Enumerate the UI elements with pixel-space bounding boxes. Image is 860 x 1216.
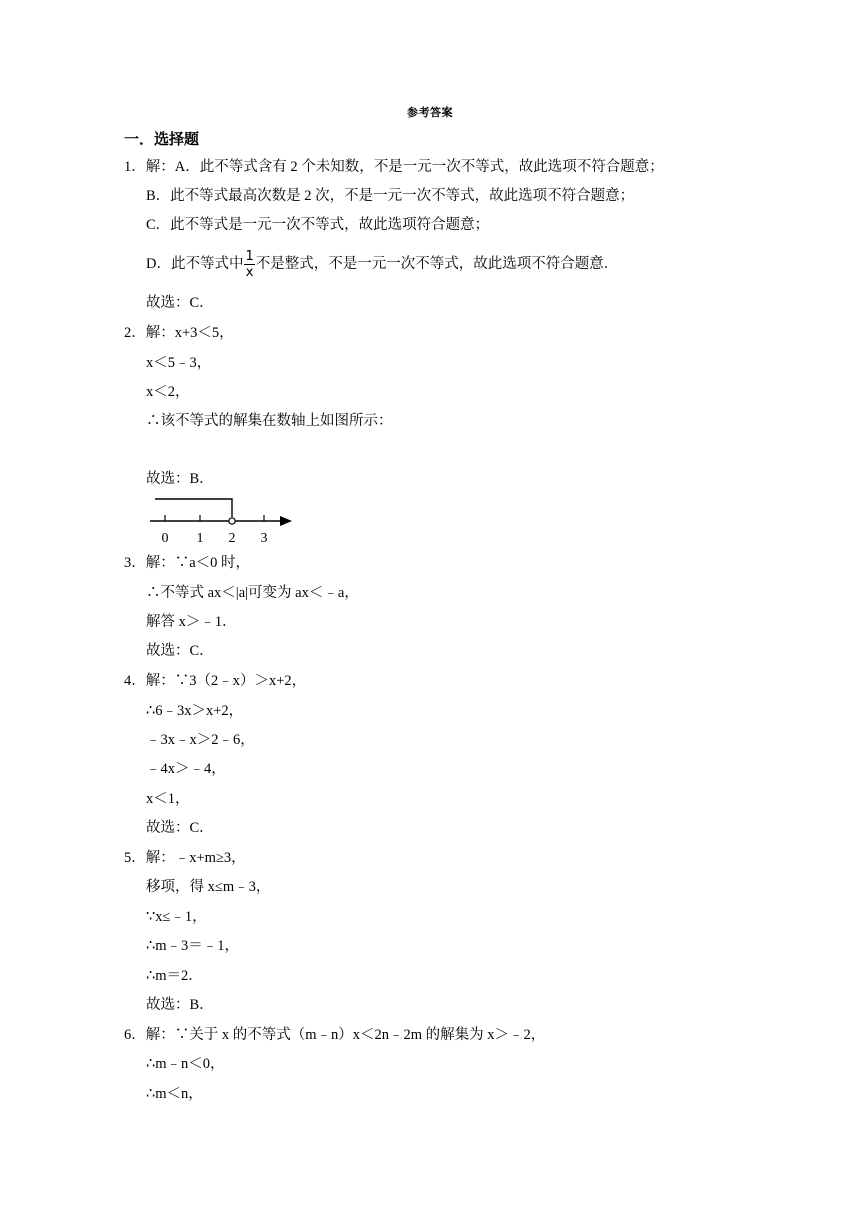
fraction-denominator: x — [245, 265, 254, 280]
q3-line-2: ∴不等式 ax＜|a|可变为 ax＜﹣a， — [146, 585, 359, 601]
q4-line-4: ﹣4x＞﹣4， — [146, 761, 226, 777]
open-circle-at-2 — [229, 518, 235, 524]
fraction-1-over-x — [244, 250, 254, 279]
q2-answer: 故选：B． — [146, 471, 214, 487]
q4-line-2: ∴6﹣3x＞x+2， — [146, 703, 244, 719]
q1-line-4-pre: D．此不等式中 — [146, 255, 244, 272]
q5-line-1: 5．解：﹣x+m≥3， — [124, 850, 246, 866]
q5-line-2: 移项，得 x≤m﹣3， — [146, 879, 271, 895]
q2-line-4: ∴该不等式的解集在数轴上如图所示： — [146, 413, 393, 429]
q4-line-1: 4．解：∵3（2﹣x）＞x+2， — [124, 673, 307, 689]
q3-line-1: 3．解：∵a＜0 时， — [124, 555, 251, 571]
q1-answer: 故选：C． — [146, 295, 214, 311]
q5-answer: 故选：B． — [146, 997, 214, 1013]
q6-line-2: ∴m﹣n＜0， — [146, 1056, 225, 1072]
q4-line-5: x＜1， — [146, 791, 190, 807]
q4-answer: 故选：C． — [146, 820, 214, 836]
q4-line-3: ﹣3x﹣x＞2﹣6， — [146, 732, 255, 748]
solution-set-bracket — [155, 499, 232, 517]
tick-label-3: 3 — [260, 531, 268, 546]
q5-line-4: ∴m﹣3＝﹣1， — [146, 938, 240, 954]
number-line-diagram — [146, 492, 296, 548]
fraction-numerator: 1 — [245, 249, 254, 264]
q2-line-2: x＜5﹣3， — [146, 355, 212, 371]
tick-label-1: 1 — [196, 531, 204, 546]
q2-line-3: x＜2， — [146, 384, 190, 400]
q1-line-3: C．此不等式是一元一次不等式，故此选项符合题意； — [146, 217, 490, 233]
q1-line-2: B．此不等式最高次数是 2 次，不是一元一次不等式，故此选项不符合题意； — [146, 188, 635, 204]
q5-line-3: ∵x≤﹣1， — [146, 909, 207, 925]
q3-line-3: 解答 x＞﹣1． — [146, 614, 237, 630]
q2-line-1: 2．解：x+3＜5， — [124, 325, 234, 341]
number-line-arrow — [280, 516, 292, 526]
q5-line-5: ∴m＝2． — [146, 968, 203, 984]
page-title: 参考答案 — [407, 107, 453, 119]
q1-line-4 — [146, 250, 618, 279]
section-title: 一．选择题 — [124, 132, 200, 148]
q1-line-1: 1．解：A．此不等式含有 2 个未知数，不是一元一次不等式，故此选项不符合题意； — [124, 159, 664, 175]
q6-line-3: ∴m＜n， — [146, 1086, 203, 1102]
tick-label-0: 0 — [161, 531, 169, 546]
q6-line-1: 6．解：∵关于 x 的不等式（m﹣n）x＜2n﹣2m 的解集为 x＞﹣2， — [124, 1027, 546, 1043]
tick-label-2: 2 — [228, 531, 236, 546]
q1-line-4-post: 不是整式，不是一元一次不等式，故此选项不符合题意． — [255, 255, 619, 272]
q3-answer: 故选：C． — [146, 643, 214, 659]
